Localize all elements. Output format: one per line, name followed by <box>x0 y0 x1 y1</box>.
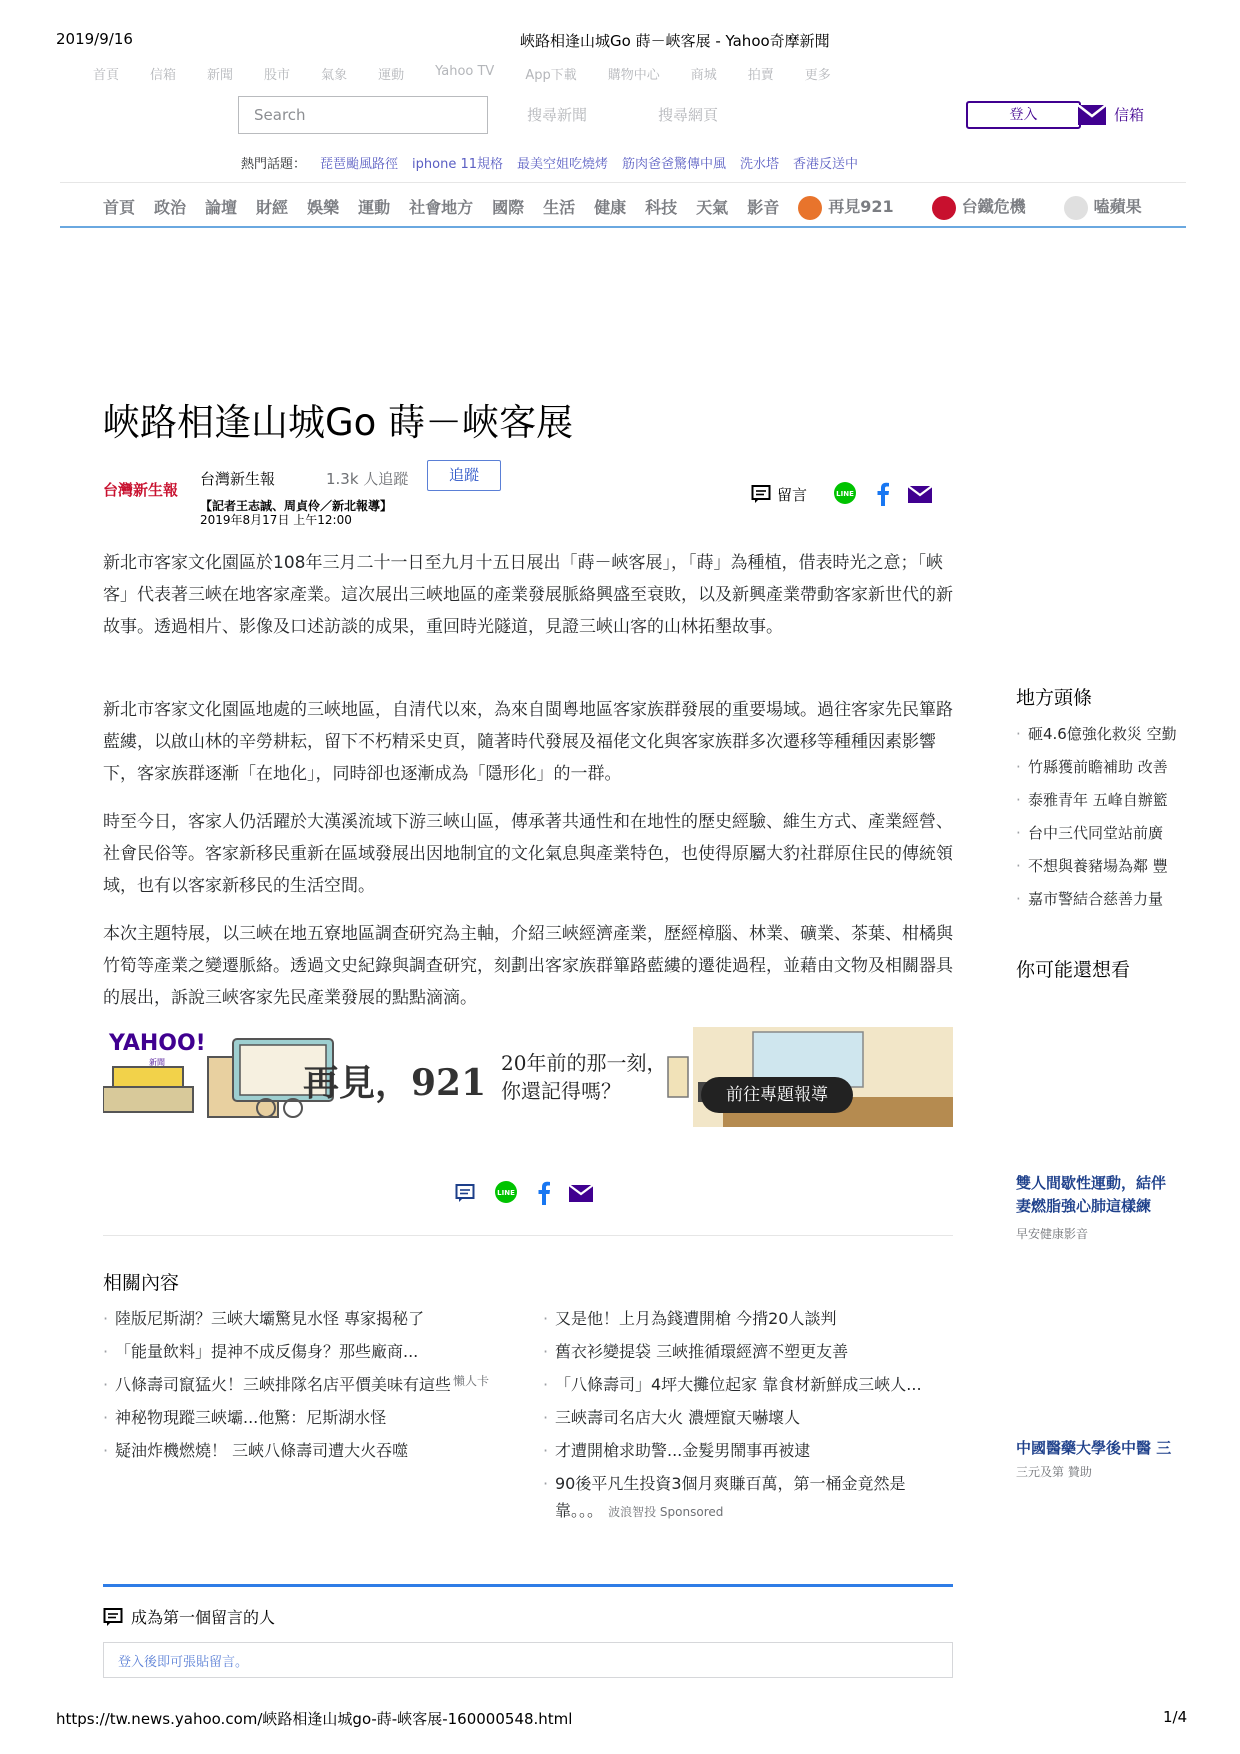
top-nav-item[interactable]: 氣象 <box>321 68 348 83</box>
article-title: 峽路相逢山城Go 蒔－峽客展 <box>103 401 574 444</box>
comment-label[interactable]: 留言 <box>777 485 808 504</box>
sidebar-ad-1[interactable] <box>1016 1172 1194 1218</box>
category-nav <box>103 194 1180 220</box>
source-name[interactable]: 台灣新生報 <box>200 470 276 488</box>
sidebar-local-item[interactable]: · 台中三代同堂站前廣 <box>1016 817 1194 850</box>
top-nav-item[interactable]: 股市 <box>264 68 291 83</box>
special-item-921[interactable] <box>798 194 912 220</box>
hot-topic-link[interactable]: iphone 11規格 <box>412 157 503 172</box>
comment-icon[interactable] <box>751 484 771 504</box>
top-nav-item[interactable]: Yahoo TV <box>435 64 495 79</box>
search-input[interactable]: Search <box>238 96 488 134</box>
related-title: 相關內容 <box>103 1272 180 1294</box>
related-item[interactable]: · 陸版尼斯湖？三峽大壩驚見水怪 專家揭秘了 <box>103 1305 513 1332</box>
category-item[interactable]: 生活 <box>543 198 576 218</box>
line-icon[interactable] <box>832 481 858 507</box>
article-paragraph: 時至今日，客家人仍活躍於大漢溪流域下游三峽山區，傳承著共通性和在地性的歷史經驗、維生方式、產業經營、社會民俗等。客家新移民重新在區域發展出因地制宜的文化氣息與產業特色，也使得原屬大豹社群原住民的傳統領域，也有以客家新移民的生活空間。 <box>103 812 953 896</box>
banner-headline: 再見，921 <box>303 1062 487 1104</box>
sidebar-local-item[interactable]: · 竹縣獲前瞻補助 改善 <box>1016 751 1194 784</box>
related-item[interactable]: · 神秘物現蹤三峽壩...他驚：尼斯湖水怪 <box>103 1404 513 1431</box>
category-item[interactable]: 論壇 <box>205 198 238 218</box>
apple-icon <box>1064 196 1088 220</box>
related-item[interactable] <box>103 1338 443 1365</box>
special-label: 台鐵危機 <box>961 197 1026 216</box>
related-item[interactable]: · 又是他！上月為錢遭開槍 今揹20人談判 <box>543 1305 953 1332</box>
top-nav-item[interactable]: 購物中心 <box>607 68 660 83</box>
print-title: 峽路相逢山城Go 蒔－峽客展 - Yahoo奇摩新聞 <box>520 32 830 50</box>
hot-topics <box>241 153 858 172</box>
comment-divider <box>103 1584 953 1587</box>
top-nav-item[interactable]: 信箱 <box>150 68 177 83</box>
related-list-right <box>543 1305 953 1532</box>
follow-button[interactable]: 追蹤 <box>427 460 501 491</box>
top-nav-item[interactable]: 拍賣 <box>747 68 774 83</box>
line-icon[interactable] <box>493 1180 519 1206</box>
comment-icon <box>103 1607 123 1627</box>
hot-topic-link[interactable]: 筋肉爸爸驚傳中風 <box>622 157 727 172</box>
category-item[interactable]: 財經 <box>256 198 289 218</box>
related-item[interactable]: · 舊衣衫變提袋 三峽推循環經濟不塑更友善 <box>543 1338 953 1365</box>
related-source: 懶人卡 <box>453 1374 490 1388</box>
facebook-icon[interactable] <box>537 1181 551 1205</box>
sidebar-local-item[interactable]: · 砸4.6億強化救災 空勤 <box>1016 718 1194 751</box>
sidebar-local-item[interactable]: · 不想與養豬場為鄰 豐 <box>1016 850 1194 883</box>
sidebar-local-item[interactable]: · 嘉市警結合慈善力量 <box>1016 883 1194 916</box>
special-label: 嗑蘋果 <box>1093 197 1142 216</box>
top-nav-item[interactable]: 首頁 <box>93 68 120 83</box>
divider <box>60 182 1186 183</box>
related-item[interactable]: · 八條壽司竄猛火！三峽排隊名店平價美味有這些 <box>103 1371 513 1398</box>
921-icon <box>798 196 822 220</box>
comment-heading: 成為第一個留言的人 <box>131 1608 276 1627</box>
related-list-left <box>103 1305 513 1470</box>
facebook-icon[interactable] <box>876 482 890 506</box>
train-icon <box>932 196 956 220</box>
banner-tagline <box>501 1049 666 1105</box>
category-item[interactable]: 天氣 <box>696 198 729 218</box>
category-item[interactable]: 運動 <box>358 198 391 218</box>
byline: 【記者王志誠、周貞伶／新北報導】 <box>200 499 393 513</box>
sidebar-maybe-title: 你可能還想看 <box>1016 959 1131 981</box>
email-share-icon[interactable] <box>908 486 932 503</box>
special-item-apple[interactable] <box>1064 194 1161 220</box>
top-nav-item[interactable]: App下載 <box>525 68 577 83</box>
related-item[interactable] <box>543 1470 953 1526</box>
mail-label: 信箱 <box>1114 106 1145 124</box>
comment-input[interactable]: 登入後即可張貼留言。 <box>103 1642 953 1678</box>
email-share-icon[interactable] <box>569 1185 593 1202</box>
sidebar-local-list <box>1016 718 1194 916</box>
special-label: 再見921 <box>828 197 894 216</box>
banner-cta-button[interactable]: 前往專題報導 <box>701 1077 853 1113</box>
category-item[interactable]: 社會地方 <box>409 198 474 218</box>
related-item-text: 90後平凡生投資3個月爽賺百萬，第一桶金竟然是靠。。。 <box>555 1474 906 1520</box>
yahoo-news-logo: YAHOO! <box>109 1031 206 1056</box>
share-bar <box>751 481 932 507</box>
hot-topic-link[interactable]: 洗水塔 <box>740 157 780 172</box>
search-web-button[interactable]: 搜尋網頁 <box>658 106 719 124</box>
follower-count: 1.3k 人追蹤 <box>326 470 409 488</box>
article-paragraph: 新北市客家文化園區於108年三月二十一日至九月十五日展出「蒔－峽客展」，「蒔」為種植，借表時光之意；「峽客」代表著三峽在地客家產業。這次展出三峽地區的產業發展脈絡興盛至衰敗，以及新興產業帶動客家新世代的新故事。透過相片、影像及口述訪談的成果，重回時光隧道，見證三峽山客的山林拓墾故事。 <box>103 553 953 637</box>
yahoo-news-logo-sub: 新聞 <box>149 1058 165 1067</box>
category-item[interactable]: 娛樂 <box>307 198 340 218</box>
share-bar-bottom <box>455 1180 593 1206</box>
category-item[interactable]: 科技 <box>645 198 678 218</box>
sidebar-ad-line: 雙人間歇性運動，結伴 <box>1016 1174 1167 1192</box>
svg-text:LINE: LINE <box>497 1189 515 1197</box>
nav-underline <box>60 226 1186 228</box>
sidebar-ad-source: 三元及第 贊助 <box>1016 1465 1092 1479</box>
sidebar-ad-2[interactable]: 中國醫藥大學後中醫 三 <box>1016 1439 1172 1457</box>
related-item[interactable]: · 「八條壽司」4坪大攤位起家 靠食材新鮮成三峽人... <box>543 1371 953 1398</box>
sidebar-local-item[interactable]: · 泰雅青年 五峰自辦籃 <box>1016 784 1194 817</box>
comment-header <box>103 1605 275 1628</box>
comment-icon[interactable] <box>455 1183 475 1203</box>
top-nav-item[interactable]: 運動 <box>378 68 405 83</box>
sidebar-ad-source: 早安健康影音 <box>1016 1227 1089 1241</box>
sponsor-label: 波浪智投 Sponsored <box>608 1505 724 1519</box>
related-item-text: 「能量飲料」提神不成反傷身？那些廠商... <box>115 1342 419 1361</box>
publish-date: 2019年8月17日 上午12:00 <box>200 513 352 527</box>
top-nav-item[interactable]: 更多 <box>804 68 831 83</box>
search-news-button[interactable]: 搜尋新聞 <box>527 106 588 124</box>
special-item-railway[interactable] <box>932 194 1045 220</box>
top-nav-item[interactable]: 新聞 <box>207 68 234 83</box>
category-item[interactable]: 國際 <box>492 198 525 218</box>
article-paragraph: 新北市客家文化園區地處的三峽地區，自清代以來，為來自閩粵地區客家族群發展的重要場域。過往客家先民篳路藍縷，以啟山林的辛勞耕耘，留下不朽精采史頁，隨著時代發展及福佬文化與客家族群多次遷移等種種因素影響下，客家族群逐漸「在地化」，同時卻也逐漸成為「隱形化」的一群。 <box>103 700 953 784</box>
top-nav <box>93 64 862 83</box>
related-item[interactable]: · 三峽壽司名店大火 濃煙竄天嚇壞人 <box>543 1404 953 1431</box>
banner-tagline-line: 你還記得嗎？ <box>501 1079 621 1103</box>
svg-text:LINE: LINE <box>836 490 854 498</box>
related-item[interactable]: · 才遭開槍求助警...金髮男鬧事再被逮 <box>543 1437 953 1464</box>
mail-icon <box>1078 105 1106 125</box>
footer-page: 1/4 <box>1163 1708 1188 1726</box>
sidebar-local-title: 地方頭條 <box>1016 687 1093 709</box>
hot-topic-link[interactable]: 香港反送中 <box>793 157 859 172</box>
promo-banner-921[interactable] <box>103 1027 953 1127</box>
category-item[interactable]: 政治 <box>154 198 187 218</box>
source-logo: 台灣新生報 <box>103 481 179 499</box>
mail-link[interactable] <box>1078 104 1144 125</box>
hot-topic-link[interactable]: 最美空姐吃燒烤 <box>517 157 609 172</box>
hot-topics-label: 熱門話題： <box>241 157 307 172</box>
hot-topic-link[interactable]: 琵琶颱風路徑 <box>320 157 399 172</box>
top-nav-item[interactable]: 商城 <box>690 68 717 83</box>
login-button[interactable]: 登入 <box>966 101 1081 129</box>
category-item[interactable]: 首頁 <box>103 198 136 218</box>
related-item[interactable]: · 疑油炸機燃燒！ 三峽八條壽司遭大火吞噬 <box>103 1437 513 1464</box>
article-paragraph: 本次主題特展，以三峽在地五寮地區調查研究為主軸，介紹三峽經濟產業，歷經樟腦、林業、礦業、茶葉、柑橘與竹筍等產業之變遷脈絡。透過文史紀錄與調查研究，刻劃出客家族群篳路藍縷的遷徙過程，並藉由文物及相關器具的展出，訴說三峽客家先民產業發展的點點滴滴。 <box>103 924 953 1008</box>
print-date: 2019/9/16 <box>56 30 133 48</box>
category-item[interactable]: 影音 <box>747 198 780 218</box>
divider <box>103 1235 953 1236</box>
banner-tagline-line: 20年前的那一刻， <box>501 1051 667 1075</box>
footer-url: https://tw.news.yahoo.com/峽路相逢山城go-蒔-峽客展-160000548.html <box>56 1710 573 1728</box>
sidebar-ad-line: 妻燃脂強心肺這樣練 <box>1016 1197 1152 1215</box>
category-item[interactable]: 健康 <box>594 198 627 218</box>
